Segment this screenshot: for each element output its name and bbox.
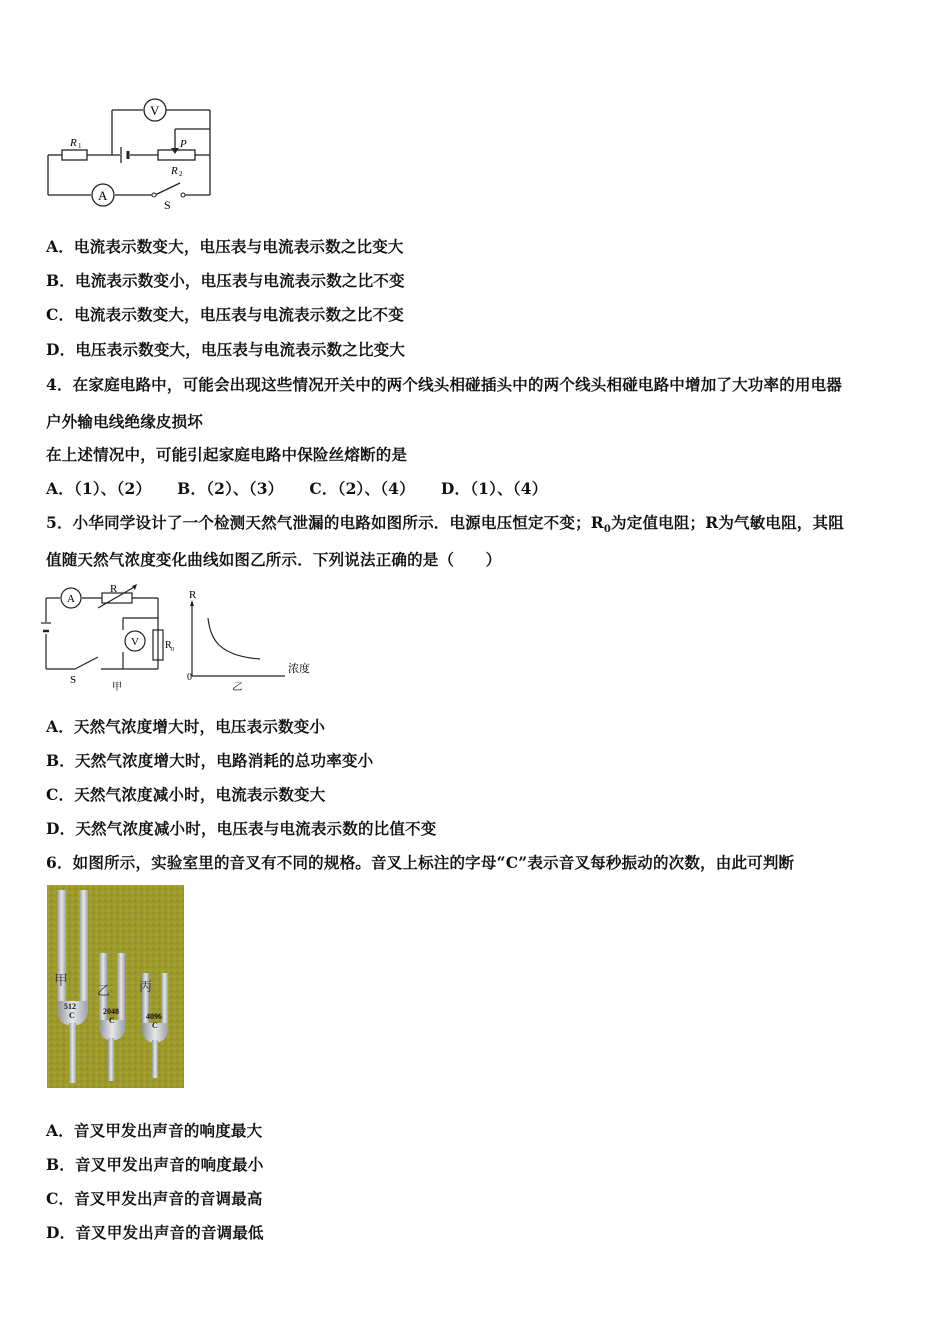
r2-label: R (171, 165, 178, 177)
fork-jia-label: 甲 (54, 974, 68, 989)
fork-jia-letter: C (69, 1011, 75, 1020)
tuning-fork-photo (47, 885, 184, 1088)
fork-bing-letter: C (152, 1021, 158, 1030)
q4-stem-line3: 在上述情况中，可能引起家庭电路中保险丝熔断的是 (46, 445, 408, 464)
q4-option-b: B．（2）、（3） (177, 479, 284, 498)
q4-stem-line2: 户外输电线绝缘皮损坏 (46, 412, 204, 431)
ammeter-label: A (98, 188, 108, 203)
q4-stem-line1: 4．在家庭电路中，可能会出现这些情况开关中的两个线头相碰插头中的两个线头相碰电路中增加了大功率的用电器 (46, 375, 842, 394)
q6-stem: 6．如图所示，实验室里的音叉有不同的规格。音叉上标注的字母“C”表示音叉每秒振动的次数，由此可判断 (46, 853, 795, 872)
fork-yi-frequency: 2048 (103, 1007, 119, 1016)
fork-jia-frequency: 512 (64, 1002, 76, 1011)
q3-option-c: C．电流表示数变大，电压表与电流表示数之比不变 (46, 305, 404, 324)
r0-subscript: 0 (171, 647, 174, 653)
ammeter-label: A (67, 593, 75, 605)
q6-option-b: B．音叉甲发出声音的响度最小 (46, 1155, 264, 1174)
gas-sensor-label: R (110, 583, 118, 595)
q4-options (46, 477, 573, 499)
circuit-diagram-q3 (40, 95, 220, 213)
q5-option-a: A．天然气浓度增大时，电压表示数变小 (46, 717, 326, 736)
voltmeter-label: V (150, 103, 160, 118)
switch-label: S (70, 674, 77, 686)
q6-option-d: D．音叉甲发出声音的音调最低 (46, 1223, 264, 1242)
graph-origin-label: 0 (187, 672, 192, 683)
q3-option-a: A．电流表示数变大，电压表与电流表示数之比变大 (46, 237, 404, 256)
q4-option-d: D．（1）、（4） (440, 479, 548, 498)
q5-option-d: D．天然气浓度减小时，电压表与电流表示数的比值不变 (46, 819, 437, 838)
r0-label: R (165, 640, 172, 651)
r2-subscript: 2 (179, 170, 183, 178)
q3-option-b: B．电流表示数变小，电压表与电流表示数之比不变 (46, 271, 405, 290)
q6-option-c: C．音叉甲发出声音的音调最高 (46, 1189, 263, 1208)
q4-option-a: A．（1）、（2） (46, 479, 152, 498)
figure-yi-caption: 乙 (232, 682, 242, 693)
graph-x-axis-label: 浓度 (288, 663, 310, 675)
q5-option-b: B．天然气浓度增大时，电路消耗的总功率变小 (46, 751, 374, 770)
q5-stem-line2: 值随天然气浓度变化曲线如图乙所示．下列说法正确的是（ ） (46, 550, 502, 569)
circuit-and-graph-q5 (40, 582, 330, 694)
q5-option-c: C．天然气浓度减小时，电流表示数变大 (46, 785, 326, 804)
r1-subscript: 1 (78, 142, 82, 150)
fork-yi-label: 乙 (97, 983, 111, 998)
voltmeter-label: V (131, 636, 139, 648)
fork-yi-letter: C (109, 1016, 115, 1025)
q5-stem-line1: 5．小华同学设计了一个检测天然气泄漏的电路如图所示．电源电压恒定不变；$R_0$为定值电阻；R为气敏电阻，其阻 (46, 513, 844, 536)
r1-label: R (70, 137, 77, 149)
switch-label: S (164, 198, 171, 212)
q6-option-a: A．音叉甲发出声音的响度最大 (46, 1121, 263, 1140)
graph-y-axis-label: R (189, 589, 197, 601)
q3-option-d: D．电压表示数变大，电压表与电流表示数之比变大 (46, 340, 406, 359)
q4-option-c: C．（2）、（4） (309, 479, 415, 498)
figure-jia-caption: 甲 (112, 682, 122, 693)
fork-bing-label: 丙 (139, 979, 153, 994)
slider-label: P (180, 138, 187, 150)
fork-bing-frequency: 4096 (146, 1012, 162, 1021)
